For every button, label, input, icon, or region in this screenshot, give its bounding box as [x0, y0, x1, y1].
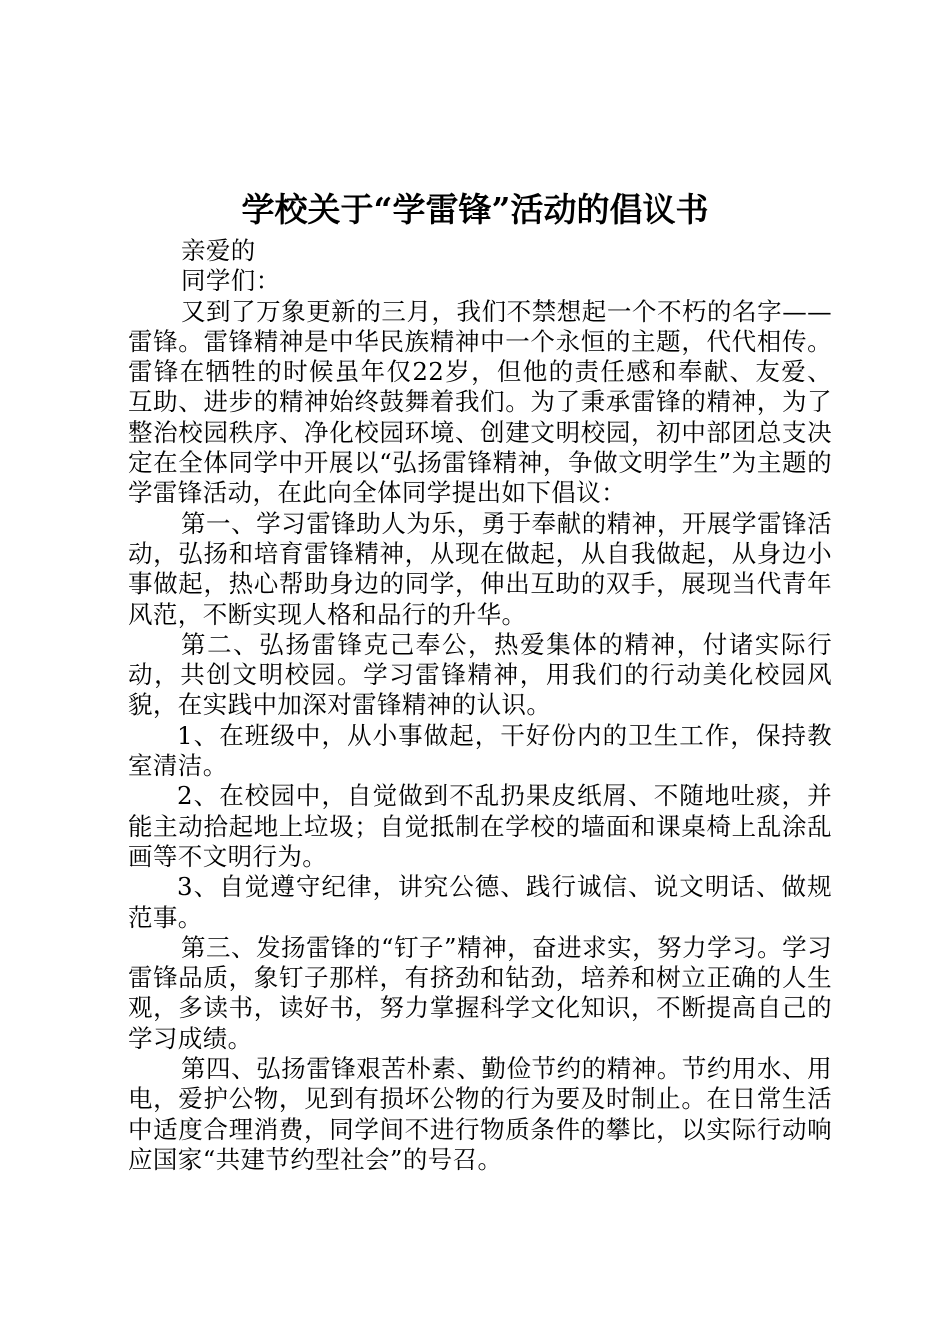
list-item-3: 3、自觉遵守纪律，讲究公德、践行诚信、说文明话、做规范事。: [128, 872, 832, 932]
list-item-2: 2、在校园中，自觉做到不乱扔果皮纸屑、不随地吐痰，并能主动拾起地上垃圾；自觉抵制在学校的墙面和课桌椅上乱涂乱画等不文明行为。: [128, 781, 832, 871]
salutation-line-1: 亲爱的: [181, 236, 256, 265]
paragraph-second: 第二、弘扬雷锋克己奉公，热爱集体的精神，付诸实际行动，共创文明校园。学习雷锋精神，用我们的行动美化校园风貌，在实践中加深对雷锋精神的认识。: [128, 629, 832, 720]
list-item-1: 1、在班级中，从小事做起，干好份内的卫生工作，保持教室清洁。: [128, 720, 832, 781]
paragraph-fourth: 第四、弘扬雷锋艰苦朴素、勤俭节约的精神。节约用水、用电，爱护公物，见到有损坏公物的行为要及时制止。在日常生活中适度合理消费，同学间不进行物质条件的攀比，以实际行动响应国家“共建节约型社会”的号召。: [128, 1054, 832, 1174]
paragraph-third: 第三、发扬雷锋的“钉子”精神，奋进求实，努力学习。学习雷锋品质，象钉子那样，有挤劲和钻劲，培养和树立正确的人生观，多读书，读好书，努力掌握科学文化知识，不断提高自己的学习成绩。: [128, 932, 832, 1053]
paragraph-first: 第一、学习雷锋助人为乐，勇于奉献的精神，开展学雷锋活动，弘扬和培育雷锋精神，从现在做起，从自我做起，从身边小事做起，热心帮助身边的同学，伸出互助的双手，展现当代青年风范，不断实现人格和品行的升华。: [128, 508, 832, 629]
document-body: [128, 236, 832, 1175]
salutation-line-2: 同学们：: [181, 266, 281, 296]
document-title: 学校关于“学雷锋”活动的倡议书: [241, 190, 709, 229]
paragraph-intro: 又到了万象更新的三月，我们不禁想起一个不朽的名字——雷锋。雷锋精神是中华民族精神中一个永恒的主题，代代相传。雷锋在牺牲的时候虽年仅22岁，但他的责任感和奉献、友爱、互助、进步的精神始终鼓舞着我们。为了秉承雷锋的精神，为了整治校园秩序、净化校园环境、创建文明校园，初中部团总支决定在全体同学中开展以“弘扬雷锋精神，争做文明学生”为主题的学雷锋活动，在此向全体同学提出如下倡议：: [128, 296, 832, 508]
